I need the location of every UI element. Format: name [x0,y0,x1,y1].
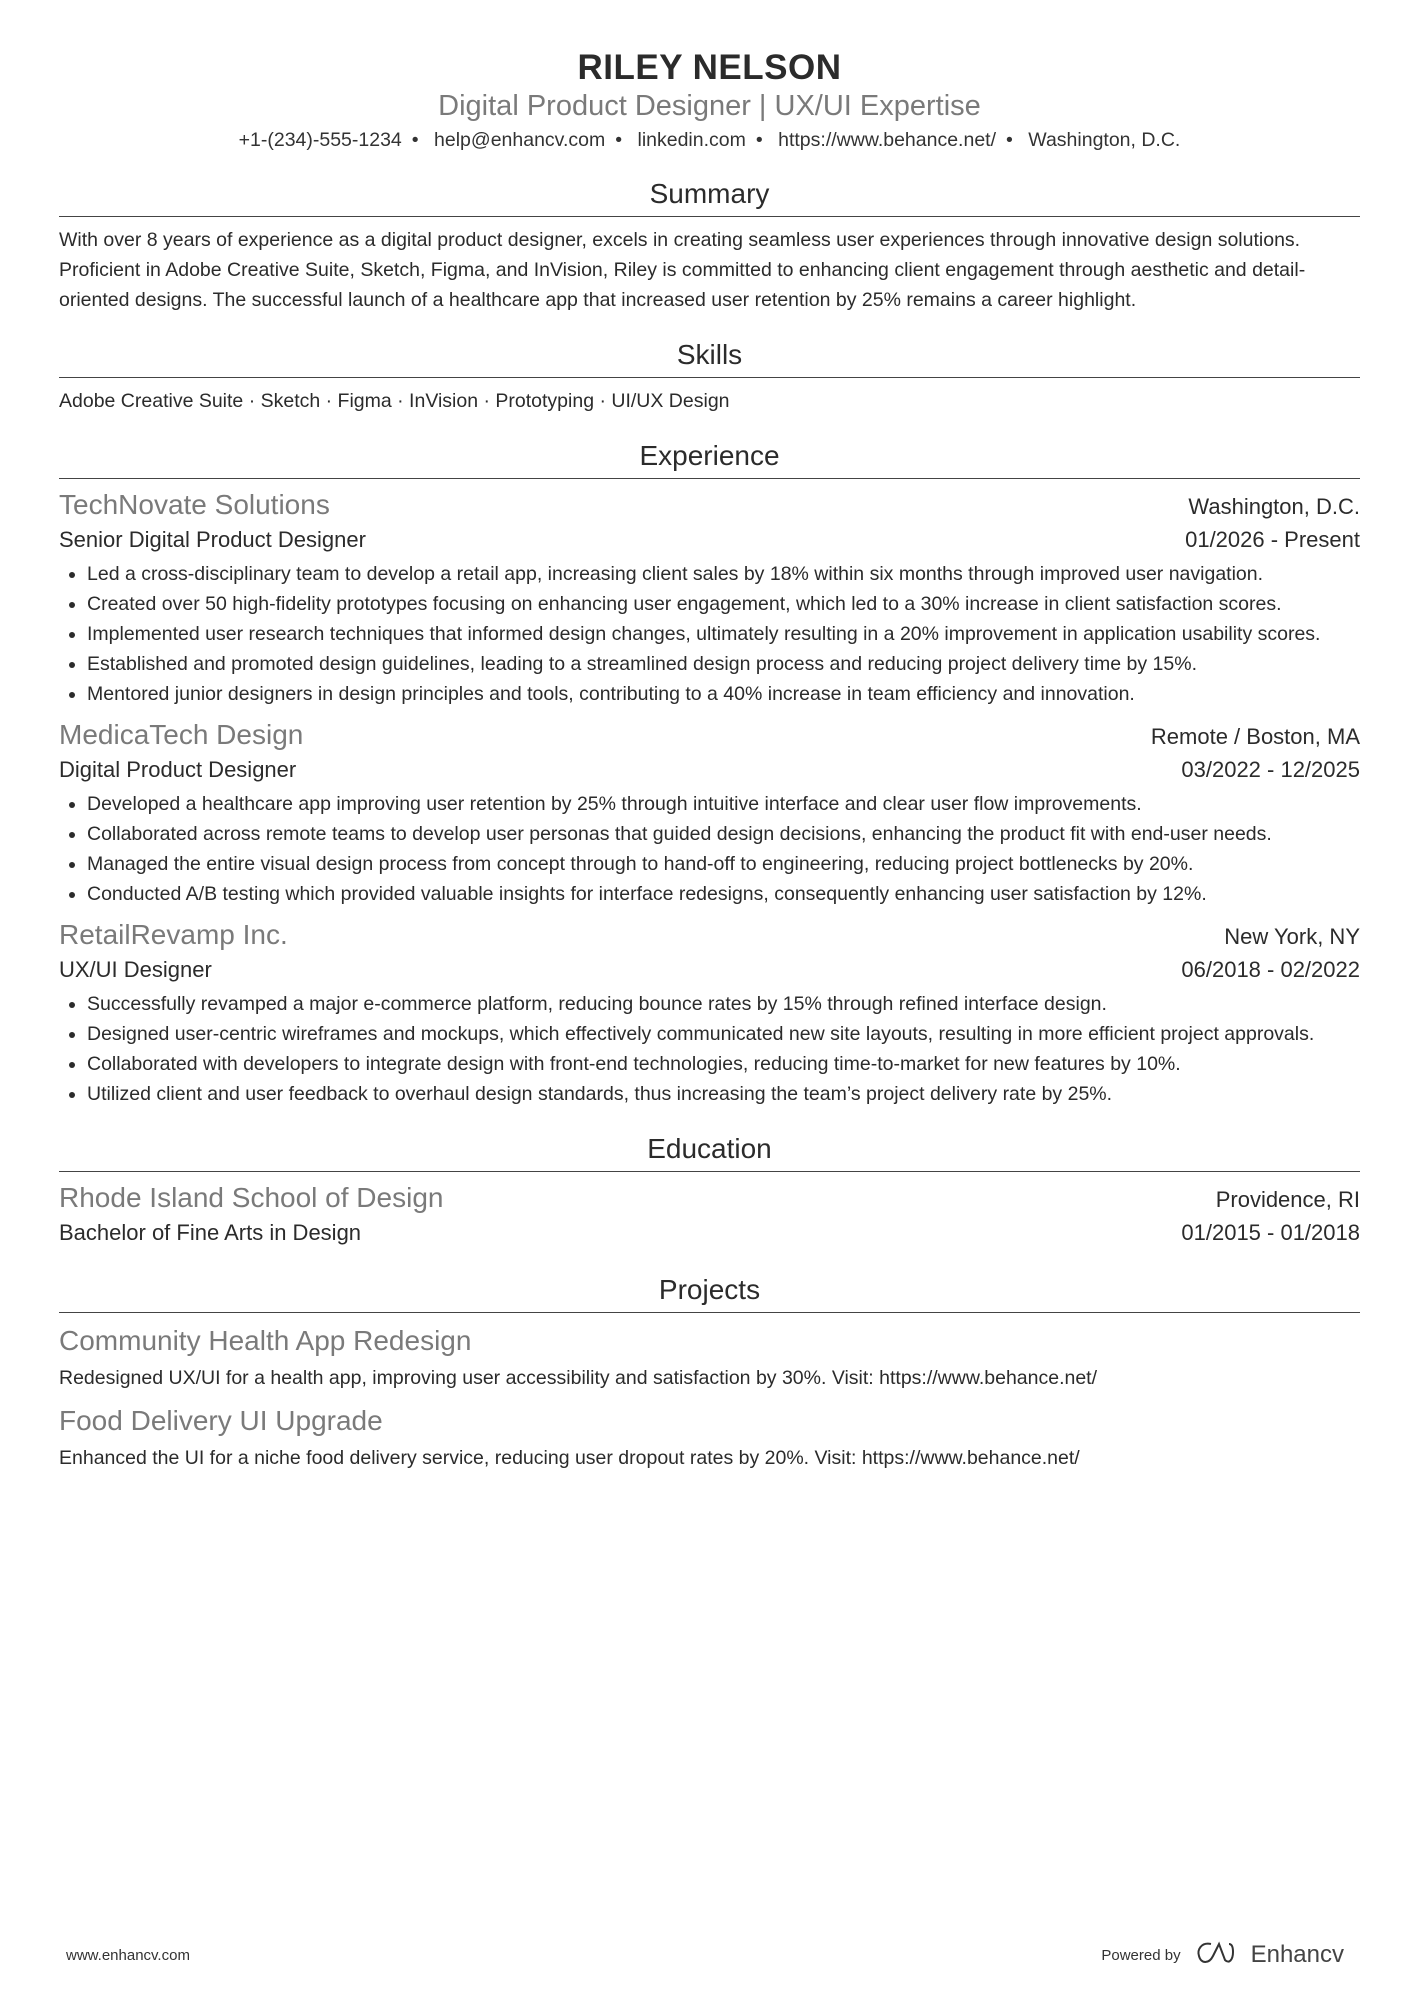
resume [59,48,1360,1473]
company: RetailRevamp Inc. [59,919,288,950]
project-description: Enhanced the UI for a niche food delivery service, reducing user dropout rates by 20%. Visit: https://www.behance.net/ [59,1447,1080,1469]
achievement-bullet: • Established and promoted design guidelines, leading to a streamlined design process and reducing project delivery time by 15%. [87,649,1360,679]
school: Rhode Island School of Design [59,1182,444,1213]
job-location: Washington, D.C. [1188,494,1360,519]
separator: • [411,129,419,151]
brand-name: Enhancv [1250,1941,1344,1968]
job-dates: 06/2018 - 02/2022 [1181,957,1360,982]
phone: +1-(234)-555-1234 [238,129,402,151]
achievement-list [59,789,1360,909]
education-entry [59,1180,1360,1250]
job-dates: 03/2022 - 12/2025 [1181,757,1360,782]
powered-by [1101,1940,1344,1970]
experience-heading: Experience [59,438,1360,479]
achievement-bullet: • Led a cross-disciplinary team to develop a retail app, increasing client sales by 18% within six months through improved user navigation. [87,559,1360,589]
experience-entry [59,717,1360,909]
company: TechNovate Solutions [59,489,330,520]
achievement-bullet: • Developed a healthcare app improving user retention by 25% through intuitive interface and clear user flow improvements. [87,789,1360,819]
candidate-name: RILEY NELSON [577,48,842,87]
company: MedicaTech Design [59,719,304,750]
job-role: Digital Product Designer [59,757,297,782]
skills-heading: Skills [59,337,1360,378]
school-location: Providence, RI [1215,1187,1360,1212]
email-link[interactable]: help@enhancv.com [434,129,606,151]
skills-text: Adobe Creative Suite · Sketch · Figma · InVision · Prototyping · UI/UX Design [59,390,730,412]
project-description: Redesigned UX/UI for a health app, improving user accessibility and satisfaction by 30%. Visit: https://www.behance.net/ [59,1367,1098,1389]
education-heading: Education [59,1131,1360,1172]
achievement-bullet: • Implemented user research techniques that informed design changes, ultimately resulting in a 20% improvement in application usability scores. [87,619,1360,649]
footer [66,1940,1344,1970]
project-title: Community Health App Redesign [59,1325,472,1356]
achievement-bullet: • Collaborated with developers to integrate design with front-end technologies, reducing time-to-market for new features by 10%. [87,1049,1360,1079]
achievement-bullet: • Mentored junior designers in design principles and tools, contributing to a 40% increase in team efficiency and innovation. [87,679,1360,709]
separator: • [615,129,623,151]
education-dates: 01/2015 - 01/2018 [1181,1220,1360,1245]
contact-line [59,126,1360,154]
enhancv-logo-icon [1195,1940,1237,1970]
separator: • [1006,129,1013,151]
experience-entry [59,917,1360,1109]
job-dates: 01/2026 - Present [1185,527,1360,552]
projects-heading: Projects [59,1272,1360,1313]
behance-link[interactable]: https://www.behance.net/ [778,129,997,151]
achievement-bullet: • Created over 50 high-fidelity prototypes focusing on enhancing user engagement, which led to a 30% increase in client satisfaction scores. [87,589,1360,619]
footer-website[interactable]: www.enhancv.com [66,1946,190,1964]
job-location: New York, NY [1224,924,1360,949]
summary-heading: Summary [59,176,1360,217]
candidate-title: Digital Product Designer | UX/UI Expertise [438,90,981,122]
achievement-list [59,989,1360,1109]
degree: Bachelor of Fine Arts in Design [59,1220,362,1245]
job-role: UX/UI Designer [59,957,212,982]
achievement-bullet: • Conducted A/B testing which provided valuable insights for interface redesigns, consequently enhancing user satisfaction by 12%. [87,879,1360,909]
powered-by-label: Powered by [1101,1946,1181,1964]
linkedin-link[interactable]: linkedin.com [637,129,746,151]
project-entry [59,1323,1360,1393]
project-title: Food Delivery UI Upgrade [59,1405,383,1436]
location: Washington, D.C. [1028,129,1181,151]
separator: • [755,129,763,151]
job-role: Senior Digital Product Designer [59,527,366,552]
achievement-bullet: • Collaborated across remote teams to develop user personas that guided design decisions, enhancing the product fit with end-user needs. [87,819,1360,849]
achievement-bullet: • Designed user-centric wireframes and mockups, which effectively communicated new site layouts, resulting in more efficient project approvals. [87,1019,1360,1049]
achievement-bullet: • Utilized client and user feedback to overhaul design standards, thus increasing the team’s project delivery rate by 25%. [87,1079,1360,1109]
experience-entry [59,487,1360,709]
project-entry [59,1403,1360,1473]
experience-list [59,487,1360,1109]
summary-text: With over 8 years of experience as a digital product designer, excels in creating seamless user experiences through innovative design solutions. Proficient in Adobe Creative Suite, Sketch, Figma, and InVision, Riley is committed to enhancing client engagement through aesthetic and detail-oriented designs. The successful launch of a healthcare app that increased user retention by 25% remains a career highlight. [59,229,1306,311]
achievement-bullet: • Successfully revamped a major e-commerce platform, reducing bounce rates by 15% through refined interface design. [87,989,1360,1019]
achievement-bullet: • Managed the entire visual design process from concept through to hand-off to engineering, reducing project bottlenecks by 20%. [87,849,1360,879]
achievement-list [59,559,1360,709]
job-location: Remote / Boston, MA [1150,724,1360,749]
